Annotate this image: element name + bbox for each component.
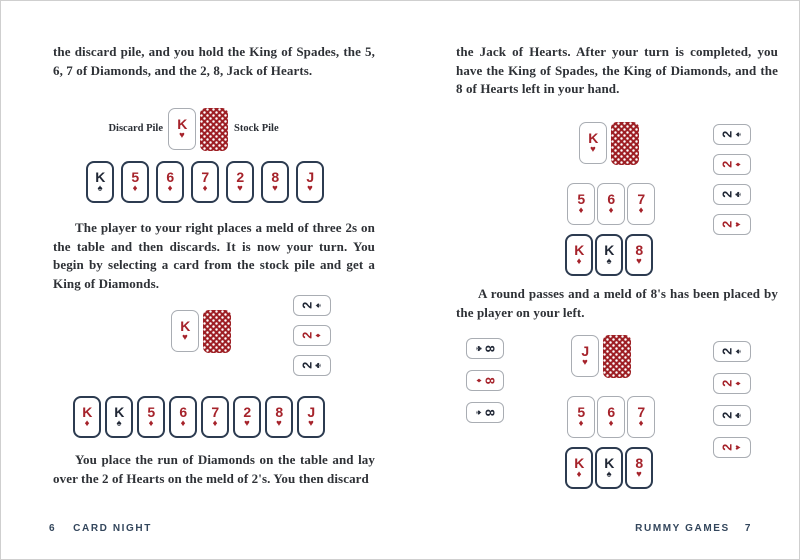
meld-of-8s bbox=[466, 338, 504, 423]
card-8-club: 8 ♣ bbox=[466, 338, 504, 359]
card-2-club: 2 ♣ bbox=[713, 184, 751, 205]
card-6-diamond: 6 ♦ bbox=[169, 396, 197, 438]
card-J-heart: J ♥ bbox=[571, 335, 599, 377]
stock-pile-label: Stock Pile bbox=[234, 123, 279, 134]
discard-and-stock-piles-mid bbox=[171, 310, 231, 353]
card-2-heart: 2 ♥ bbox=[233, 396, 261, 438]
right-page-footer bbox=[635, 523, 752, 534]
page-number-left: 6 bbox=[49, 523, 57, 534]
diamond-run-on-table-top bbox=[567, 183, 655, 225]
right-paragraph-2: A round passes and a meld of 8's has been placed by the player on your left. bbox=[456, 286, 778, 320]
card-8-heart: 8 ♥ bbox=[625, 234, 653, 276]
meld-of-2s bbox=[293, 295, 331, 376]
discard-and-stock-piles-right-top bbox=[579, 122, 639, 165]
discard-pile-label: Discard Pile bbox=[108, 123, 163, 134]
card-8-heart: 8 ♥ bbox=[261, 161, 289, 203]
card-2-diamond: 2 ♦ bbox=[713, 154, 751, 175]
meld-of-2s-right-bottom bbox=[713, 341, 751, 458]
stock-card-back bbox=[603, 335, 631, 378]
card-2-diamond: 2 ♦ bbox=[713, 373, 751, 394]
card-K-spade: K ♠ bbox=[86, 161, 114, 203]
card-K-heart: K ♥ bbox=[171, 310, 199, 352]
card-2-spade: 2 ♠ bbox=[713, 341, 751, 362]
left-page-footer bbox=[49, 523, 152, 534]
card-K-diamond: K ♦ bbox=[565, 234, 593, 276]
card-8-diamond: 8 ♦ bbox=[466, 370, 504, 391]
card-K-diamond: K ♦ bbox=[565, 447, 593, 489]
card-6-diamond: 6 ♦ bbox=[597, 183, 625, 225]
card-8-spade: 8 ♠ bbox=[466, 402, 504, 423]
card-8-heart: 8 ♥ bbox=[625, 447, 653, 489]
card-K-spade: K ♠ bbox=[595, 234, 623, 276]
your-hand-right-top bbox=[565, 234, 653, 276]
diamond-run-on-table-bottom bbox=[567, 396, 655, 438]
card-2-diamond: 2 ♦ bbox=[293, 325, 331, 346]
card-7-diamond: 7 ♦ bbox=[191, 161, 219, 203]
left-paragraph-1: the discard pile, and you hold the King of Spades, the 5, 6, 7 of Diamonds, and the 2, 8, Jack of Hearts. bbox=[53, 44, 375, 78]
card-2-club: 2 ♣ bbox=[293, 355, 331, 376]
card-7-diamond: 7 ♦ bbox=[627, 396, 655, 438]
card-2-club: 2 ♣ bbox=[713, 405, 751, 426]
left-paragraph-3: You place the run of Diamonds on the table and lay over the 2 of Hearts on the meld of 2's. You then discard bbox=[53, 452, 375, 486]
card-K-spade: K ♠ bbox=[105, 396, 133, 438]
discard-and-stock-piles bbox=[168, 108, 228, 151]
card-5-diamond: 5 ♦ bbox=[137, 396, 165, 438]
your-hand-row-top bbox=[86, 161, 324, 203]
card-2-heart: 2 ♥ bbox=[713, 214, 751, 235]
card-7-diamond: 7 ♦ bbox=[201, 396, 229, 438]
card-2-spade: 2 ♠ bbox=[293, 295, 331, 316]
card-2-heart: 2 ♥ bbox=[713, 437, 751, 458]
right-paragraph-1: the Jack of Hearts. After your turn is completed, you have the King of Spades, the King of Diamonds, and the 8 of Hearts left in your hand. bbox=[456, 44, 778, 97]
card-7-diamond: 7 ♦ bbox=[627, 183, 655, 225]
card-5-diamond: 5 ♦ bbox=[567, 183, 595, 225]
card-6-diamond: 6 ♦ bbox=[156, 161, 184, 203]
page-number-right: 7 bbox=[744, 523, 752, 534]
book-title: CARD NIGHT bbox=[73, 523, 152, 534]
stock-card-back bbox=[611, 122, 639, 165]
card-J-heart: J ♥ bbox=[296, 161, 324, 203]
card-5-diamond: 5 ♦ bbox=[121, 161, 149, 203]
chapter-title: RUMMY GAMES bbox=[635, 523, 730, 534]
card-K-diamond: K ♦ bbox=[73, 396, 101, 438]
card-K-heart: K ♥ bbox=[579, 122, 607, 164]
stock-card-back bbox=[203, 310, 231, 353]
left-paragraph-2: The player to your right places a meld of three 2s on the table and then discards. It is now your turn. You begin by selecting a card from the stock pile and get a King of Diamonds. bbox=[53, 220, 375, 291]
card-2-heart: 2 ♥ bbox=[226, 161, 254, 203]
card-K-heart: K ♥ bbox=[168, 108, 196, 150]
your-hand-row-bottom bbox=[73, 396, 325, 438]
card-8-heart: 8 ♥ bbox=[265, 396, 293, 438]
discard-and-stock-piles-right-bottom bbox=[571, 335, 631, 378]
stock-card-back bbox=[200, 108, 228, 151]
meld-of-2s-right-top bbox=[713, 124, 751, 235]
card-5-diamond: 5 ♦ bbox=[567, 396, 595, 438]
card-J-heart: J ♥ bbox=[297, 396, 325, 438]
card-K-spade: K ♠ bbox=[595, 447, 623, 489]
your-hand-right-bottom bbox=[565, 447, 653, 489]
card-2-spade: 2 ♠ bbox=[713, 124, 751, 145]
card-6-diamond: 6 ♦ bbox=[597, 396, 625, 438]
